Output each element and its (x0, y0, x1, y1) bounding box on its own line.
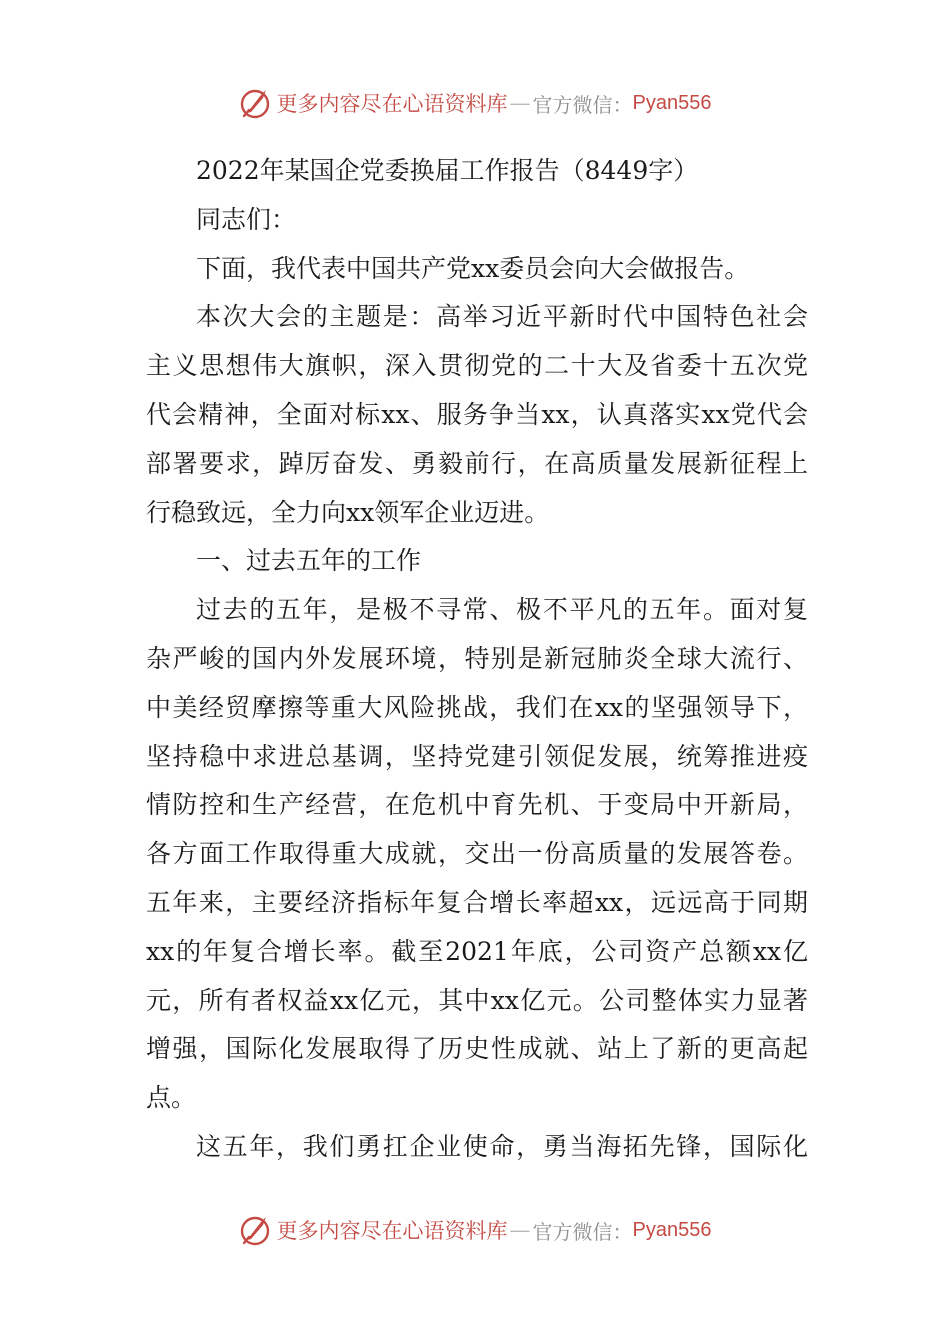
document-body (146, 147, 808, 1172)
paragraph-line: 主义思想伟大旗帜，深入贯彻党的二十大及省委十五次党 (146, 351, 808, 381)
paragraph-line: 这五年，我们勇扛企业使命，勇当海拓先锋，国际化 (196, 1131, 808, 1161)
banner-site-text: 更多内容尽在心语资料库 (276, 92, 508, 116)
banner-wechat-id: Pyan556 (632, 91, 712, 114)
paragraph-line: xx的年复合增长率。截至2021年底，公司资产总额xx亿 (146, 936, 808, 966)
document-title: 2022年某国企党委换届工作报告（8449字） (196, 156, 699, 185)
paragraph-line: 各方面工作取得重大成就，交出一份高质量的发展答卷。 (146, 839, 808, 869)
paragraph-line: 情防控和生产经营，在危机中育先机、于变局中开新局， (146, 790, 808, 820)
quill-logo-icon (239, 1213, 273, 1247)
paragraph-line: 元，所有者权益xx亿元，其中xx亿元。公司整体实力显著 (146, 985, 808, 1015)
paragraph-line: 代会精神，全面对标xx、服务争当xx，认真落实xx党代会 (146, 399, 808, 429)
banner-dash: — (509, 1218, 531, 1242)
paragraph-line: 增强，国际化发展取得了历史性成就、站上了新的更高起 (146, 1034, 808, 1064)
paragraph-line: 坚持稳中求进总基调，坚持党建引领促发展，统筹推进疫 (146, 741, 808, 771)
paragraph-line: 下面，我代表中国共产党xx委员会向大会做报告。 (196, 253, 750, 283)
paragraph-line: 行稳致远，全力向xx领军企业迈进。 (146, 497, 550, 527)
salutation: 同志们： (196, 204, 297, 234)
banner-site-text: 更多内容尽在心语资料库 (276, 1219, 508, 1243)
header-watermark-banner (0, 80, 950, 126)
banner-wechat-id: Pyan556 (632, 1218, 712, 1241)
paragraph-line: 中美经贸摩擦等重大风险挑战，我们在xx的坚强领导下， (146, 692, 808, 722)
quill-logo-icon (239, 86, 273, 120)
paragraph-line: 部署要求，踔厉奋发、勇毅前行，在高质量发展新征程上 (146, 448, 808, 478)
paragraph-line: 五年来，主要经济指标年复合增长率超xx，远远高于同期 (146, 887, 808, 917)
banner-wechat-label: 官方微信： (532, 1219, 633, 1244)
section-heading: 一、过去五年的工作 (196, 546, 422, 576)
paragraph-line: 本次大会的主题是：高举习近平新时代中国特色社会 (196, 302, 808, 332)
paragraph-line: 点。 (146, 1083, 197, 1113)
paragraph-line: 过去的五年，是极不寻常、极不平凡的五年。面对复 (196, 595, 808, 625)
footer-watermark-banner (0, 1207, 950, 1253)
paragraph-line: 杂严峻的国内外发展环境，特别是新冠肺炎全球大流行、 (146, 643, 808, 673)
banner-wechat-label: 官方微信： (532, 92, 633, 117)
banner-dash: — (509, 91, 531, 115)
